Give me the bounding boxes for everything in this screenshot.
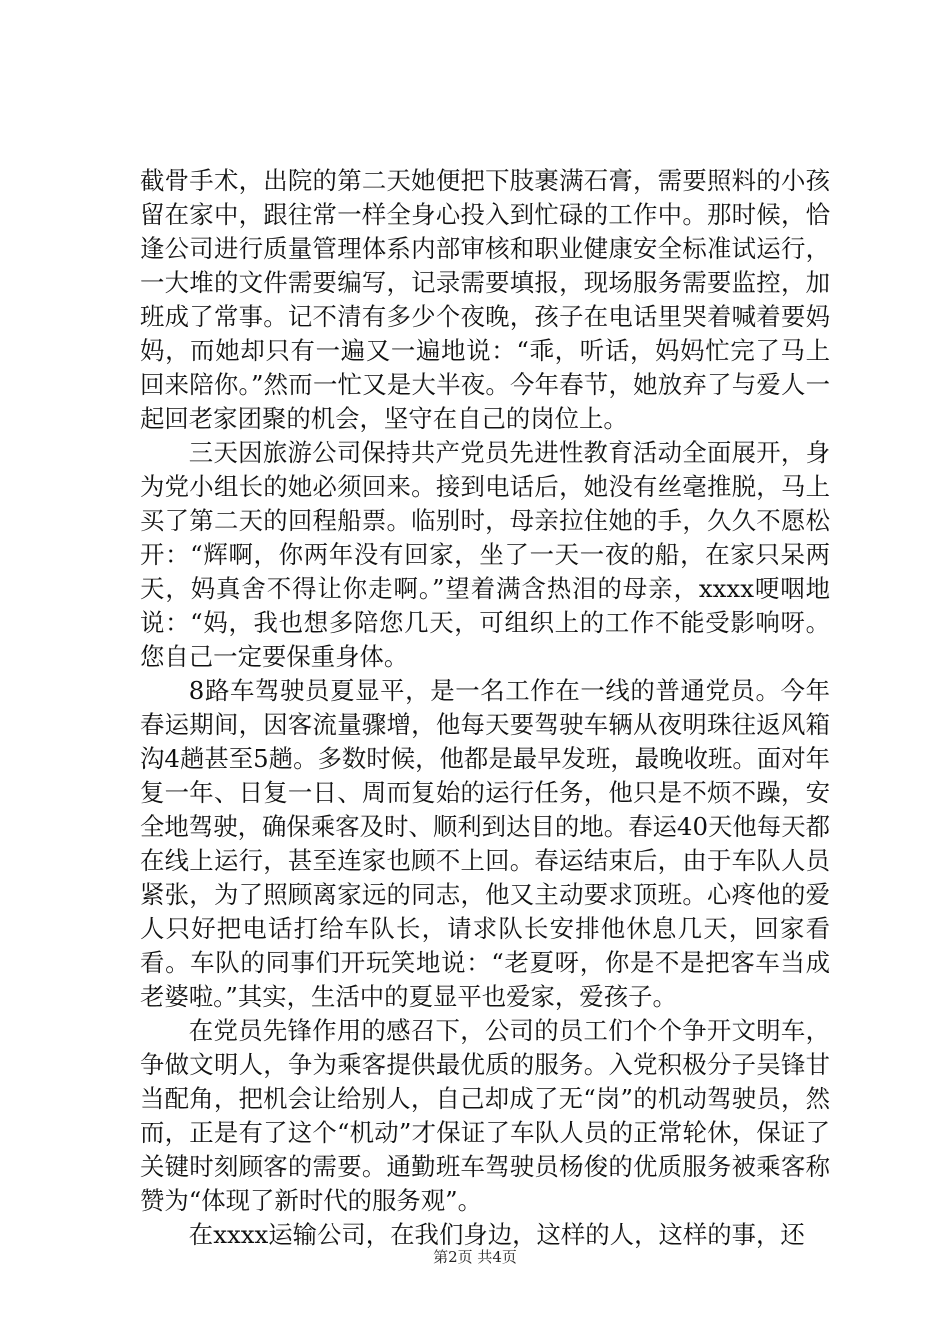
page-number-label: 第2页 共4页 <box>433 1248 517 1266</box>
paragraph-4: 在党员先锋作用的感召下，公司的员工们个个争开文明车，争做文明人，争为乘客提供最优质的服务。入党积极分子吴锋甘当配角，把机会让给别人，自己却成了无“岗”的机动驾驶员，然而，正是有了这个“机动”才保证了车队人员的正常轮休，保证了关键时刻顾客的需要。通勤班车驾驶员杨俊的优质服务被乘客称赞为“体现了新时代的服务观”。 <box>140 1016 830 1215</box>
paragraph-2: 三天因旅游公司保持共产党员先进性教育活动全面展开，身为党小组长的她必须回来。接到电话后，她没有丝毫推脱，马上买了第二天的回程船票。临别时，母亲拉住她的手，久久不愿松开：“辉啊，你两年没有回家，坐了一天一夜的船，在家只呆两天，妈真舍不得让你走啊。”望着满含热泪的母亲，xxxx哽咽地说：“妈，我也想多陪您几天，可组织上的工作不能受影响呀。您自己一定要保重身体。 <box>140 438 830 671</box>
paragraph-1: 截骨手术，出院的第二天她便把下肢裹满石膏，需要照料的小孩留在家中，跟往常一样全身心投入到忙碌的工作中。那时候，恰逢公司进行质量管理体系内部审核和职业健康安全标准试运行，一大堆的文件需要编写，记录需要填报，现场服务需要监控，加班成了常事。记不清有多少个夜晚，孩子在电话里哭着喊着要妈妈，而她却只有一遍又一遍地说：“乖，听话，妈妈忙完了马上回来陪你。”然而一忙又是大半夜。今年春节，她放弃了与爱人一起回老家团聚的机会，坚守在自己的岗位上。 <box>140 166 830 433</box>
page-footer <box>0 1247 950 1267</box>
paragraph-3: 8路车驾驶员夏显平，是一名工作在一线的普通党员。今年春运期间，因客流量骤增，他每天要驾驶车辆从夜明珠往返风箱沟4趟甚至5趟。多数时候，他都是最早发班，最晚收班。面对年复一年、日复一日、周而复始的运行任务，他只是不烦不躁，安全地驾驶，确保乘客及时、顺利到达目的地。春运40天他每天都在线上运行，甚至连家也顾不上回。春运结束后，由于车队人员紧张，为了照顾离家远的同志，他又主动要求顶班。心疼他的爱人只好把电话打给车队长，请求队长安排他休息几天，回家看看。车队的同事们开玩笑地说：“老夏呀，你是不是把客车当成老婆啦。”其实，生活中的夏显平也爱家，爱孩子。 <box>140 676 830 1011</box>
document-body <box>140 164 830 1252</box>
paragraph-5: 在xxxx运输公司，在我们身边，这样的人，这样的事，还 <box>188 1220 805 1249</box>
